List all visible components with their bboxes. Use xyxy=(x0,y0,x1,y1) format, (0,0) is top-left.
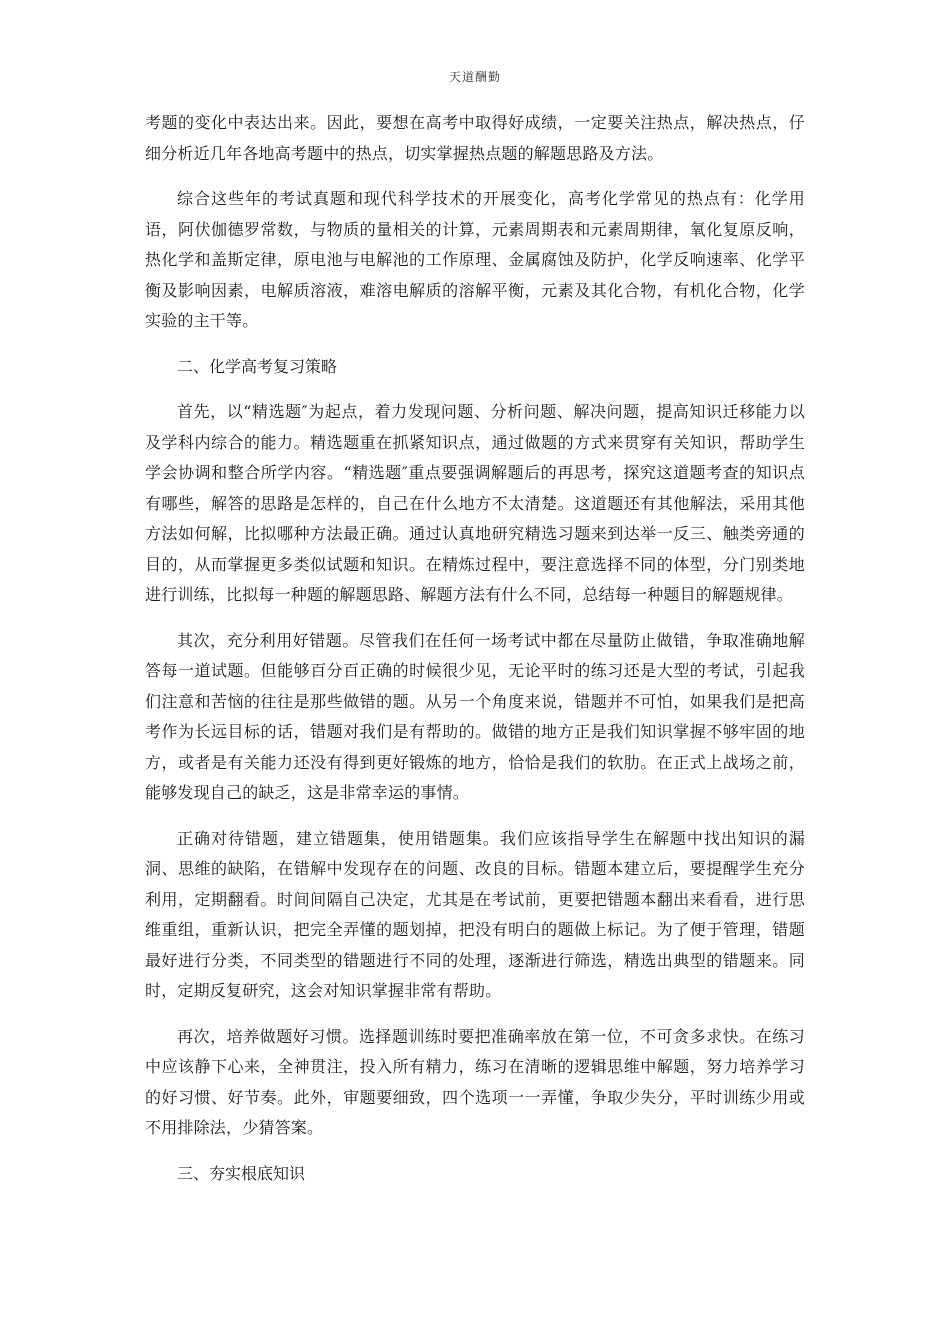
paragraph-wrong-questions: 其次，充分利用好错题。尽管我们在任何一场考试中都在尽量防止做错，争取准确地解答每一道试题。但能够百分百正确的时候很少见，无论平时的练习还是大型的考试，引起我们注意和苦恼的往往是那些做错的题。从另一个角度来说，错题并不可怕，如果我们是把高考作为长远目标的话，错题对我们是有帮助的。做错的地方正是我们知识掌握不够牢固的地方，或者是有关能力还没有得到更好锻炼的地方，恰恰是我们的软肋。在正式上战场之前，能够发现自己的缺乏，这是非常幸运的事情。 xyxy=(145,630,805,802)
section-heading-foundation: 三、夯实根底知识 xyxy=(177,1163,306,1183)
paragraph-continuation: 考题的变化中表达出来。因此，要想在高考中取得好成绩，一定要关注热点，解决热点，仔细分析近几年各地高考题中的热点，切实掌握热点题的解题思路及方法。 xyxy=(145,113,805,163)
page-header: 天道酬勤 xyxy=(448,70,501,84)
paragraph-selected-questions: 首先，以“精选题″为起点，着力发现问题、分析问题、解决问题，提高知识迁移能力以及学科内综合的能力。精选题重在抓紧知识点，通过做题的方式来贯穿有关知识，帮助学生学会协调和整合所学内容。“精选题″重点要强调解题后的再思考，探究这道题考查的知识点有哪些，解答的思路是怎样的，自己在什么地方不太清楚。这道题还有其他解法，采用其他方法如何解，比拟哪种方法最正确。通过认真地研究精选习题来到达举一反三、触类旁通的目的，从而掌握更多类似试题和知识。在精炼过程中，要注意选择不同的体型，分门别类地进行训练，比拟每一种题的解题思路、解题方法有什么不同，总结每一种题目的解题规律。 xyxy=(145,402,805,604)
paragraph-hotspots: 综合这些年的考试真题和现代科学技术的开展变化，高考化学常见的热点有：化学用语，阿伏伽德罗常数，与物质的量相关的计算，元素周期表和元素周期律，氧化复原反响，热化学和盖斯定律，原电池与电解池的工作原理、金属腐蚀及防护，化学反响速率、化学平衡及影响因素，电解质溶液，难溶电解质的溶解平衡，元素及其化合物，有机化合物，化学实验的主干等。 xyxy=(145,189,805,330)
paragraph-error-notebook: 正确对待错题，建立错题集，使用错题集。我们应该指导学生在解题中找出知识的漏洞、思维的缺陷，在错解中发现存在的问题、改良的目标。错题本建立后，要提醒学生充分利用，定期翻看。时间间隔自己决定，尤其是在考试前，更要把错题本翻出来看看，进行思维重组，重新认识，把完全弄懂的题划掉，把没有明白的题做上标记。为了便于管理，错题最好进行分类，不同类型的错题进行不同的处理，逐渐进行筛选，精选出典型的错题来。同时，定期反复研究，这会对知识掌握非常有帮助。 xyxy=(145,828,805,1000)
paragraph-good-habits: 再次，培养做题好习惯。选择题训练时要把准确率放在第一位，不可贪多求快。在练习中应该静下心来，全神贯注，投入所有精力，练习在清晰的逻辑思维中解题，努力培养学习的好习惯、好节奏。此外，审题要细致，四个选项一一弄懂，争取少失分，平时训练少用或不用排除法，少猜答案。 xyxy=(145,1026,805,1137)
section-heading-strategy: 二、化学高考复习策略 xyxy=(177,356,338,376)
document-body xyxy=(145,108,805,1204)
